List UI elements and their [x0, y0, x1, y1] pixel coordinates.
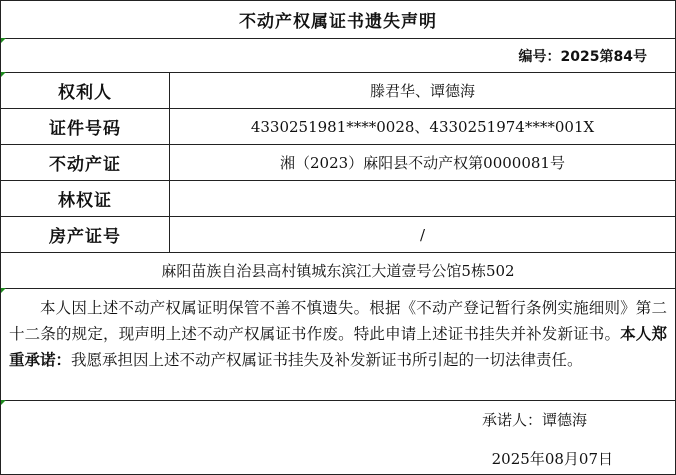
row-id-number — [1, 109, 675, 145]
corner-mark — [1, 38, 6, 43]
forest-cert-label: 林权证 — [1, 181, 170, 216]
signature-line — [1, 409, 675, 430]
right-holder-value: 滕君华、谭德海 — [369, 82, 475, 100]
property-cert-value: 湘（2023）麻阳县不动产权第0000081号 — [280, 154, 565, 172]
house-cert-value: / — [419, 225, 426, 244]
row-property-cert — [1, 145, 675, 181]
house-cert-label: 房产证号 — [1, 217, 170, 252]
property-cert-label: 不动产证 — [1, 145, 170, 180]
row-forest-cert — [1, 181, 675, 217]
id-number-label: 证件号码 — [1, 109, 170, 144]
id-number-value: 4330251981****0028、4330251974****001X — [250, 118, 595, 136]
row-house-cert — [1, 217, 675, 253]
signer-label: 承诺人： — [481, 411, 542, 429]
declaration-commitment-label: 本人郑重承诺： — [9, 325, 667, 369]
row-right-holder — [1, 73, 675, 109]
declaration-commitment: 我愿承担因上述不动产权属证书挂失及补发新证书所引起的一切法律责任。 — [71, 351, 583, 369]
corner-mark — [1, 288, 6, 293]
document-title: 不动产权属证书遗失声明 — [1, 1, 675, 39]
declaration-body: 本人因上述不动产权属证明保管不善不慎遗失。根据《不动产登记暂行条例实施细则》第二十二条的规定，现声明上述不动产权属证书作废。特此申请上述证书挂失并补发新证书。 — [9, 299, 667, 343]
property-address: 麻阳苗族自治县高村镇城东滨江大道壹号公馆5栋502 — [1, 253, 675, 289]
declaration-text — [1, 289, 675, 401]
document-number: 编号：2025第84号 — [1, 39, 675, 73]
right-holder-label: 权利人 — [1, 73, 170, 108]
corner-mark — [1, 400, 6, 405]
forest-cert-value — [170, 181, 675, 216]
signer-name: 谭德海 — [541, 411, 587, 429]
corner-mark — [1, 72, 6, 77]
declaration-date: 2025年08月07日 — [491, 450, 613, 468]
